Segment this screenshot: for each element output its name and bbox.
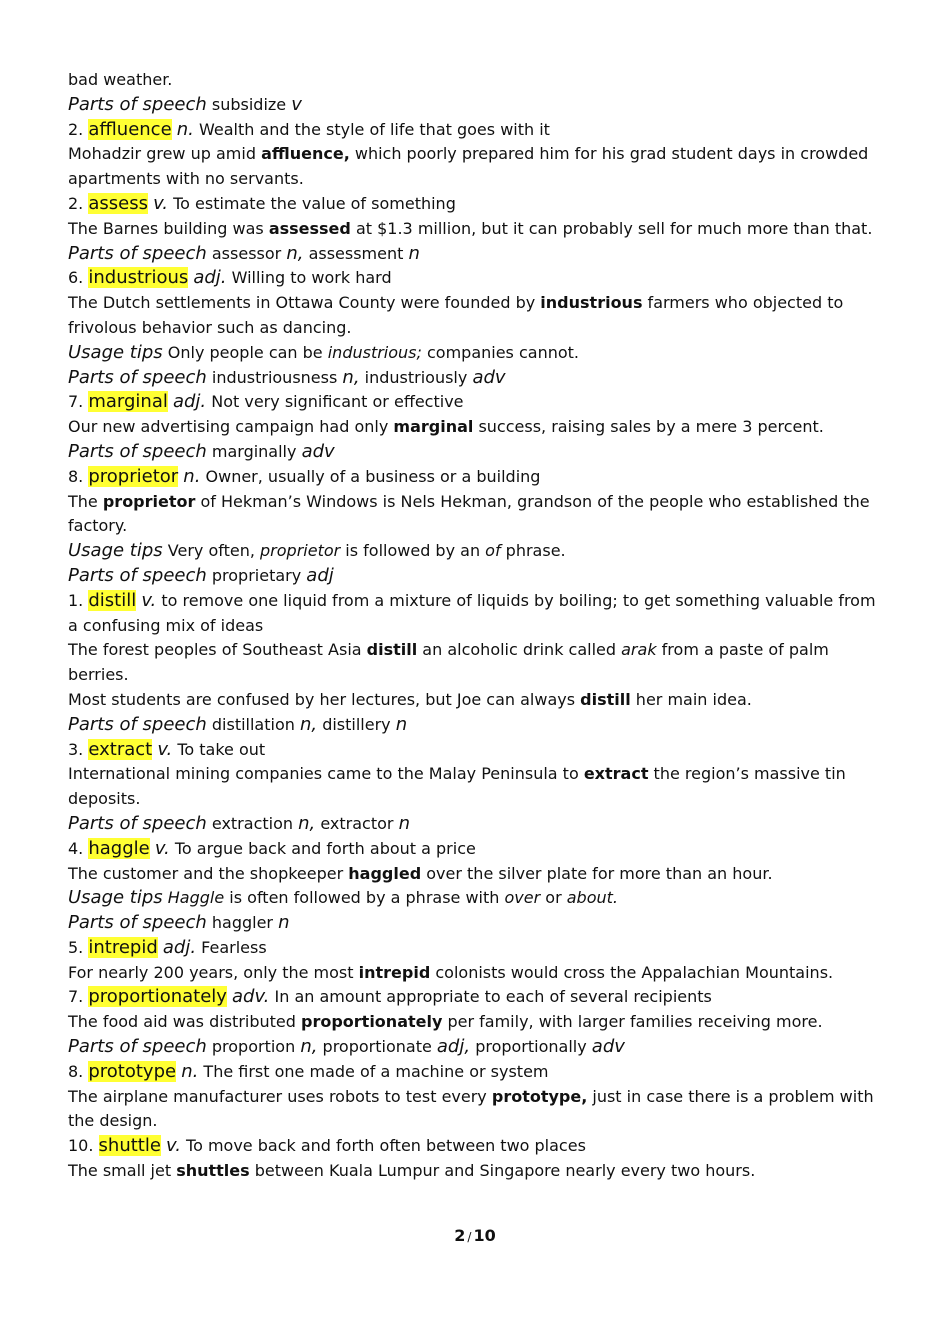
derived-word: extractor [320,813,394,833]
example-sentence [68,1085,888,1135]
parts-of-speech-label: Parts of speech [68,93,207,115]
tip-text: companies cannot. [421,342,580,362]
page-number [0,1226,950,1245]
example-sentence [68,291,888,341]
derived-pos: n [278,912,290,934]
example-sentence [68,217,888,242]
derived-word: assessment [308,243,404,263]
example-text: The [68,491,103,511]
tip-text: Only people can be [167,342,328,362]
entry-number: 4. [68,838,84,858]
highlighted-word: extract [88,738,153,760]
example-keyword: shuttles [176,1161,250,1181]
parts-of-speech-line [68,713,888,738]
example-keyword: industrious [540,293,643,313]
page-separator: / [467,1230,472,1244]
derived-word: assessor [211,243,282,263]
derived-pos: n, [300,1036,318,1058]
entry-number: 3. [68,739,84,759]
example-sentence [68,638,888,688]
example-text: her main idea. [630,689,752,709]
derived-pos: n [395,713,408,735]
derived-word: proprietary [211,565,302,585]
entry-pos: adv. [232,986,270,1008]
example-sentence [68,961,888,986]
entry-pos: v. [153,192,168,214]
example-text: which poorly prepared him for his grad student days in crowded apartments with no servants. [68,144,869,189]
example-text: over the silver plate for more than an hour. [421,863,773,883]
example-text: International mining companies came to the Malay Peninsula to [68,764,584,784]
highlighted-word: industrious [88,267,189,289]
example-keyword: intrepid [358,962,431,982]
parts-of-speech-line [68,440,888,465]
example-text: The airplane manufacturer uses robots to test every [68,1086,492,1106]
example-text: colonists would cross the Appalachian Mountains. [430,962,834,982]
example-text: The Barnes building was [68,218,269,238]
entry-definition: To argue back and forth about a price [174,838,476,858]
example-text: The customer and the shopkeeper [68,863,349,883]
derived-word: proportion [211,1037,296,1057]
highlighted-word: shuttle [98,1135,161,1157]
entry-pos: n. [181,1060,199,1082]
entry-pos: adj. [172,391,207,413]
example-sentence [68,1159,888,1184]
entry-heading-assess [68,192,888,217]
derived-pos: n, [286,242,304,264]
example-sentence [68,688,888,713]
example-keyword: proprietor [102,491,196,511]
example-sentence [68,142,888,192]
entry-number: 10. [68,1136,94,1156]
example-keyword: marginal [393,417,474,437]
tip-text: phrase. [500,541,566,561]
highlighted-word: haggle [88,837,150,859]
derived-pos: n [408,242,420,264]
entry-number: 6. [68,268,84,288]
entry-heading-shuttle [68,1134,888,1159]
parts-of-speech-label: Parts of speech [68,564,207,586]
example-keyword: distill [580,689,631,709]
tip-emphasis: proprietor [260,541,341,561]
parts-of-speech-label: Parts of speech [68,812,207,834]
example-keyword: distill [366,640,418,660]
entry-number: 5. [68,937,84,957]
derived-word: marginally [211,441,297,461]
entry-pos: v. [157,738,173,760]
entry-definition: To move back and forth often between two places [186,1136,586,1156]
entry-pos: n. [176,118,194,140]
derived-pos: v [291,93,302,115]
highlighted-word: prototype [88,1060,177,1082]
example-keyword: prototype, [491,1086,588,1106]
tip-text: is followed by an [340,541,486,561]
entry-definition: The first one made of a machine or system [203,1061,549,1081]
tip-emphasis: over [504,888,541,908]
example-text: farmers who objected to frivolous behavior such as dancing. [68,293,844,337]
example-text: per family, with larger families receiving more. [442,1012,823,1032]
parts-of-speech-line [68,564,888,589]
derived-pos: adj [306,564,334,586]
tip-emphasis: industrious; [327,342,422,362]
example-text: just in case there is a problem with the design. [68,1086,874,1131]
entry-heading-haggle [68,837,888,862]
derived-word: subsidize [211,94,287,114]
derived-word: industriously [364,367,468,387]
example-keyword: extract [583,764,649,784]
entry-number: 8. [68,1061,84,1081]
parts-of-speech-label: Parts of speech [68,242,207,264]
example-text: Most students are confused by her lectures, but Joe can always [68,689,581,709]
example-sentence [68,1010,888,1035]
example-keyword: haggled [348,863,422,883]
example-text: between Kuala Lumpur and Singapore nearly every two hours. [249,1161,756,1181]
derived-pos: n, [342,366,360,388]
entry-definition: to remove one liquid from a mixture of liquids by boiling; to get something valuable from a confusing mix of ideas [68,590,876,635]
entry-pos: n. [183,465,201,487]
entry-definition: In an amount appropriate to each of several recipients [274,987,712,1007]
parts-of-speech-line [68,366,888,391]
example-text: The Dutch settlements in Ottawa County were founded by [68,293,541,313]
entry-pos: v. [154,837,170,859]
entry-pos: adj. [193,267,227,289]
derived-pos: adv [301,440,335,462]
entry-number: 7. [68,392,84,412]
entry-heading-affluence [68,118,888,143]
highlighted-word: distill [88,589,137,611]
entry-pos: v. [141,589,157,611]
derived-word: distillery [322,714,391,734]
tip-emphasis: Haggle [167,888,225,908]
example-text: For nearly 200 years, only the most [68,962,359,982]
example-text: at $1.3 million, but it can probably sell for much more than that. [350,218,873,238]
entry-pos: v. [166,1135,181,1157]
parts-of-speech-label: Parts of speech [68,366,207,388]
example-text: from a paste of palm berries. [68,640,829,685]
example-text: Our new advertising campaign had only [68,417,394,437]
entry-definition: To take out [177,739,266,759]
entry-heading-proportionately [68,985,888,1010]
derived-pos: n, [299,713,318,735]
entry-definition: Fearless [201,937,267,957]
entry-number: 2. [68,119,84,139]
highlighted-word: intrepid [88,936,158,958]
derived-pos: adj, [436,1036,471,1058]
example-keyword: proportionately [301,1012,443,1032]
example-text: The food aid was distributed [68,1012,301,1032]
entry-definition: Wealth and the style of life that goes with it [198,119,550,139]
parts-of-speech-label: Parts of speech [68,1036,207,1058]
derived-pos: n [398,812,410,834]
derived-pos: n, [298,812,316,834]
tip-emphasis: about. [566,888,618,908]
example-text: of Hekman’s Windows is Nels Hekman, grandson of the people who established the factory. [68,491,870,536]
page-current: 2 [454,1226,466,1245]
derived-word: proportionate [322,1037,432,1057]
parts-of-speech-label: Parts of speech [68,713,207,735]
parts-of-speech-line [68,911,888,936]
example-sentence [68,862,888,887]
highlighted-word: marginal [88,391,168,413]
example-text: The forest peoples of Southeast Asia [68,640,367,660]
usage-tips-line [68,886,888,911]
parts-of-speech-line [68,93,888,118]
example-text: an alcoholic drink called [417,640,622,660]
tip-text: Very often, [167,541,261,561]
usage-tips-label: Usage tips [68,887,163,909]
entry-pos: adj. [162,936,197,958]
derived-pos: adv [472,366,506,388]
highlighted-word: proportionately [88,986,227,1008]
entry-definition: Willing to work hard [231,268,392,288]
example-sentence [68,762,888,812]
derived-word: proportionally [475,1037,587,1057]
entry-heading-industrious [68,266,888,291]
usage-tips-label: Usage tips [68,540,163,562]
tip-text: is often followed by a phrase with [224,888,505,908]
derived-word: haggler [211,913,273,933]
parts-of-speech-line [68,1035,888,1060]
highlighted-word: affluence [88,118,172,140]
derived-pos: adv [591,1036,625,1058]
derived-word: industriousness [211,367,338,387]
page-total: 10 [473,1226,496,1245]
entry-number: 1. [68,590,84,610]
entry-definition: Owner, usually of a business or a building [205,466,541,486]
example-emphasis: arak [621,640,657,660]
entry-heading-proprietor [68,465,888,490]
example-sentence [68,490,888,540]
parts-of-speech-line [68,812,888,837]
example-text: the region’s massive tin deposits. [68,764,846,809]
example-text: The small jet [68,1161,177,1181]
usage-tips-label: Usage tips [68,341,163,363]
document-page [68,68,888,1184]
parts-of-speech-label: Parts of speech [68,912,207,934]
entry-definition: Not very significant or effective [211,392,464,412]
usage-tips-line [68,539,888,564]
entry-heading-distill [68,589,888,639]
entry-definition: To estimate the value of something [173,193,456,213]
example-keyword: affluence, [261,144,350,164]
entry-number: 2. [68,193,84,213]
example-text: success, raising sales by a mere 3 percent. [473,417,824,437]
entry-heading-prototype [68,1060,888,1085]
entry-heading-extract [68,738,888,763]
parts-of-speech-label: Parts of speech [68,440,207,462]
derived-word: extraction [211,813,294,833]
highlighted-word: proprietor [88,465,179,487]
highlighted-word: assess [88,192,148,214]
tip-emphasis: of [485,541,501,561]
entry-number: 8. [68,466,84,486]
parts-of-speech-line [68,242,888,267]
entry-heading-intrepid [68,936,888,961]
derived-word: distillation [211,714,295,734]
text-line: bad weather. [68,70,173,89]
entry-heading-marginal [68,390,888,415]
example-text: Mohadzir grew up amid [68,144,262,164]
entry-number: 7. [68,987,84,1007]
example-keyword: assessed [268,218,351,238]
tip-text: or [540,888,567,908]
usage-tips-line [68,341,888,366]
example-sentence [68,415,888,440]
